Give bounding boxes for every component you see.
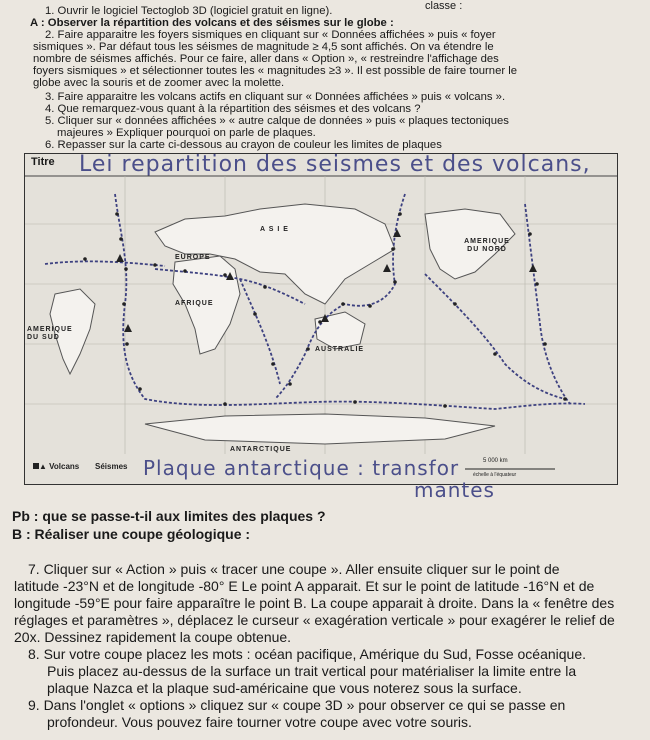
label-antarctique: ANTARCTIQUE <box>230 446 292 453</box>
section-b-title: B : Réaliser une coupe géologique : <box>12 526 251 542</box>
map-title-label: Titre <box>31 156 55 168</box>
step-7-line-2: latitude -23°N et de longitude -80° E Le point A apparait. Et sur le point de latitude -16°N et de <box>14 578 595 594</box>
world-map <box>24 153 618 485</box>
section-a-title: A : Observer la répartition des volcans et des séismes sur le globe : <box>30 17 394 29</box>
step-1: 1. Ouvrir le logiciel Tectoglob 3D (logiciel gratuit en ligne). <box>45 5 333 17</box>
step-2-line-5: globe avec la souris et de zoomer avec la molette. <box>33 77 285 89</box>
legend-volcans: ▲ Volcans <box>39 462 80 471</box>
label-amerique-nord: AMERIQUE DU NORD <box>464 238 510 253</box>
handwritten-title: Lei repartition des seismes et des volcans, <box>79 152 591 177</box>
step-9-line-2: profondeur. Vous pouvez faire tourner votre coupe avec votre souris. <box>47 714 472 730</box>
step-2-line-4: foyers sismiques » et sélectionner toutes les « magnitudes ≥3 ». Il est possible de faire tourner le <box>33 65 518 77</box>
step-8-line-3: plaque Nazca et la plaque sud-américaine que vous noterez sous la surface. <box>47 680 522 696</box>
handwritten-legend-line-2: mantes <box>414 478 495 502</box>
label-afrique: AFRIQUE <box>175 300 214 307</box>
step-2-line-3: nombre de séismes affichés. Pour ce faire, aller dans « Option », « restreindre l'affichage des <box>33 53 499 65</box>
step-8-line-1: 8. Sur votre coupe placez les mots : océan pacifique, Amérique du Sud, Fosse océanique. <box>28 646 586 662</box>
label-amerique-sud: AMERIQUE DU SUD <box>27 326 73 341</box>
step-7-line-1: 7. Cliquer sur « Action » puis « tracer une coupe ». Aller ensuite cliquer sur le point de <box>28 561 560 577</box>
legend-scale-note: échelle à l'équateur <box>473 472 517 478</box>
label-asie: A S I E <box>260 226 289 233</box>
label-australie: AUSTRALIE <box>315 346 365 353</box>
step-2-line-2: sismiques ». Par défaut tous les séismes de magnitude ≥ 4,5 sont affichés. On va étendre le <box>33 41 494 53</box>
step-7-line-5: 20x. Dessinez rapidement la coupe obtenue. <box>14 629 292 645</box>
map-drawing <box>25 154 617 484</box>
legend-scale: 5 000 km <box>483 458 508 464</box>
antarctica-shape <box>145 414 495 444</box>
handwritten-legend-line-1: Plaque antarctique : transfor <box>143 456 460 480</box>
problem-statement: Pb : que se passe-t-il aux limites des plaques ? <box>12 508 326 524</box>
step-8-line-2: Puis placez au-dessus de la surface un trait vertical pour matérialiser la limite entre la <box>47 663 577 679</box>
label-europe: EUROPE <box>175 254 211 261</box>
legend-seismes: Séismes <box>95 462 128 471</box>
australia-shape <box>315 312 365 349</box>
step-5-line-2: majeures » Expliquer pourquoi on parle de plaques. <box>57 127 316 139</box>
step-9-line-1: 9. Dans l'onglet « options » cliquez sur « coupe 3D » pour observer ce qui se passe en <box>28 697 566 713</box>
step-7-line-4: réglages et paramètres », déplacez le curseur « exagération verticale » pour exagérer le relief de <box>14 612 615 628</box>
step-5-line-1: 5. Cliquer sur « données affichées » « autre calque de données » puis « plaques tectoniques <box>45 115 509 127</box>
step-3: 3. Faire apparaitre les volcans actifs en cliquant sur « Données affichées » puis « volcans ». <box>45 91 506 103</box>
step-6: 6. Repasser sur la carte ci-dessous au crayon de couleur les limites de plaques <box>45 139 442 151</box>
classe-label: classe : <box>425 0 463 12</box>
step-2-line-1: 2. Faire apparaitre les foyers sismiques en cliquant sur « Données affichées » puis « foyer <box>45 29 496 41</box>
step-7-line-3: longitude -59°E pour faire apparaître le point B. La coupe apparait à droite. Dans la « fenêtre des <box>14 595 615 611</box>
step-4: 4. Que remarquez-vous quant à la répartition des séismes et des volcans ? <box>45 103 421 115</box>
